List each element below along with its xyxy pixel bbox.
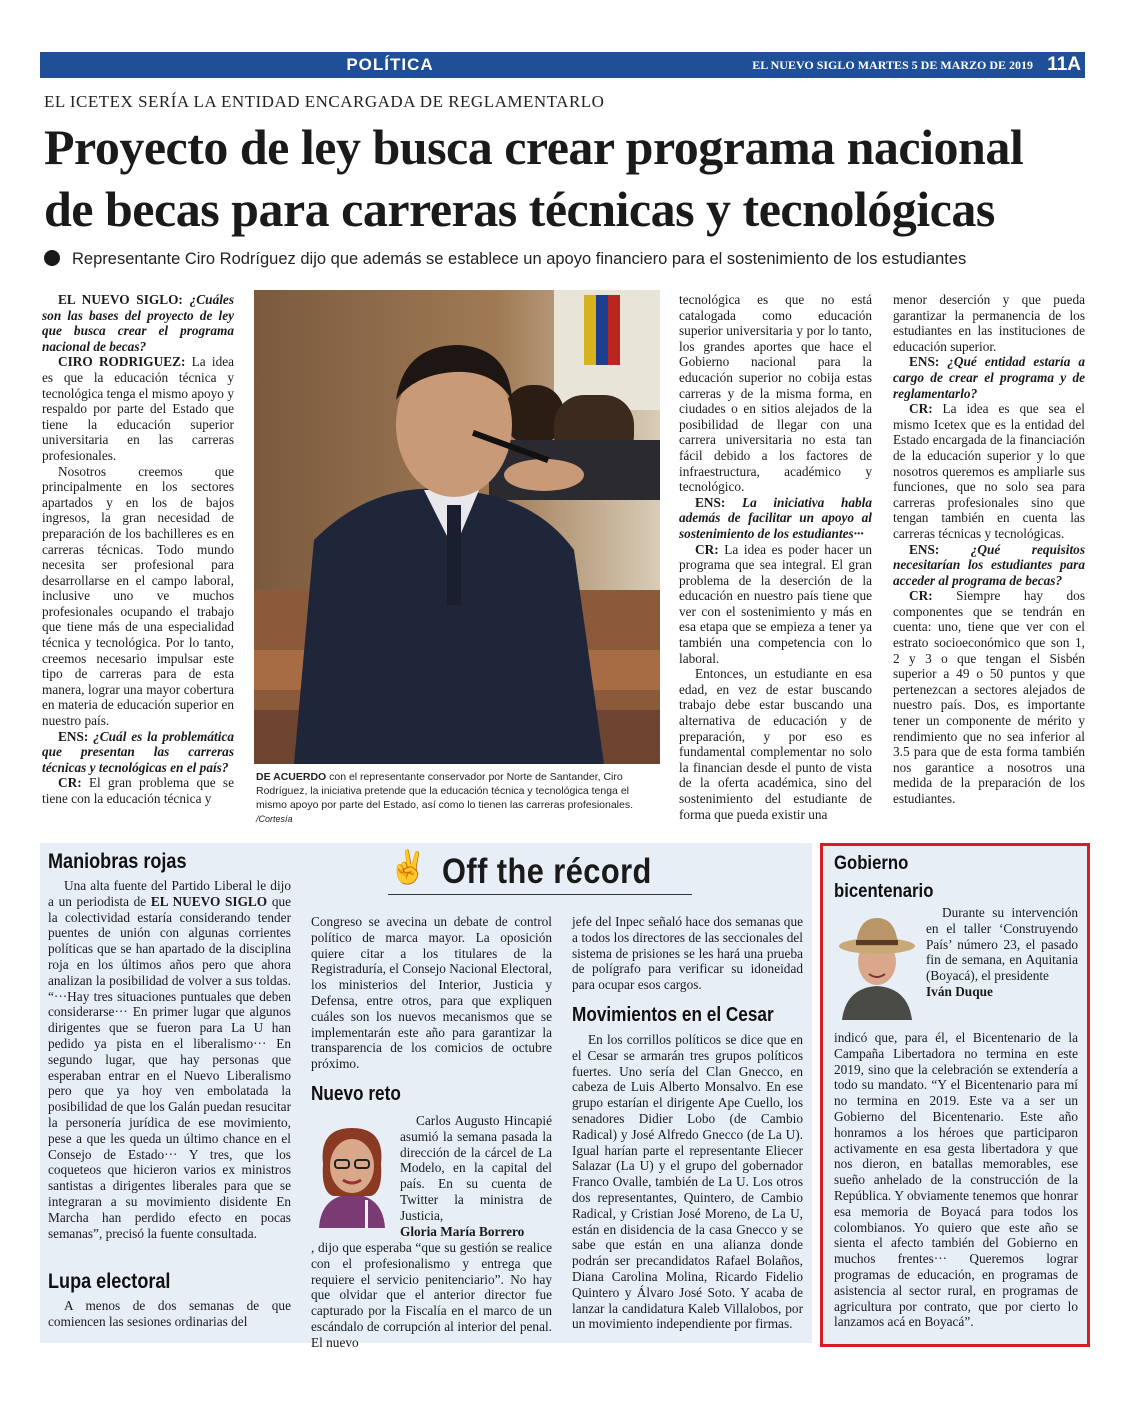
nuevo-reto-text-top: Carlos Augusto Hincapié asumió la semana pasada la dirección de la cárcel de La Modelo, en la capital del país. En su cuenta de Twitter la ministra de Justicia, Gloria María Borrero (400, 1113, 552, 1239)
lupa-continued-text: Congreso se avecina un debate de control político de marca mayor. La oposición quiere citar a los titulares de la Registraduría, el Consejo Nacional Electoral, los ministerios del Interior, Justicia y Defensa, entre otros, para que expliquen cuáles son los nuevos mecanismos que se implementarán este año para garantizar la transparencia de los comicios de octubre próximo. (311, 914, 552, 1072)
gobierno-text: indicó que, para él, el Bicentenario de la Campaña Libertadora no termina en este 2019, sino que la celebración se extendería a todo su mandato. “Y el Bicentenario para mí no termina en 2019. Este va a ser un Gobierno del Bicentenario. Este año honramos a los héroes que participaron activamente en esa gesta libertadora y que nos dieron, en batallas memorables, ese sueño anhelado de la construcción de la República. Y obviamente tenemos que honrar esa memoria de Boyacá para todos los colombianos. Yo quiero que este año se sienta el afecto también del Gobierno en muchos frentes··· Queremos lograr programas de educación, en programas de asistencia al sector rural, en programas de agricultura por contrato, que por cierto lo lanzamos acá en Boyacá”. (834, 1030, 1078, 1330)
maniobras-text: Una alta fuente del Partido Liberal le dijo a un periodista de EL NUEVO SIGLO que la colectividad estaría considerando tender puentes de unión con algunas corrientes políticas que se han apartado de la disciplina roja en los últimos años pero que ahora analizan la posibilidad de volver a sus toldas. “···Hay tres situaciones puntuales que deben considerarse··· En primer lugar que algunos dirigentes que se fueron para La U han pedido ya pista en el liberalismo··· En segundo lugar, que hay personas que esperaban entrar en el Nuevo Liberalismo pero que ya hoy ven embolatada la posibilidad de que los Galán puedan resucitar la personería jurídica de ese movimiento, pese a que les queda un último chance en el Consejo de Estado··· Y tres, que los coqueteos que hicieron varios ex ministros santistas a dirigentes liberales para que se integraran a su movimiento disidente En Marcha han perdido efecto en pocas semanas”, precisó la fuente consultada. (48, 878, 292, 1241)
off-the-record-title: ✌ Off the récord (388, 848, 692, 896)
section-header-bar (40, 52, 1085, 78)
photo-caption: DE ACUERDO con el representante conservador por Norte de Santander, Ciro Rodríguez, la iniciativa pretende que la educación técnica y tecnológica tenga el mismo apoyo por parte del Estado, así como lo tienen las carreras profesionales. /Cortesía (256, 771, 634, 824)
maniobras-heading: Maniobras rojas (48, 850, 187, 873)
title-rule (388, 894, 692, 895)
gobierno-text-top: Durante su intervención en el taller ‘Construyendo País’ número 23, el pasado fin de semana, en Aquitania (Boyacá), el presidente Iván Duque (926, 905, 1078, 999)
president-portrait (836, 910, 918, 1020)
article-subhead: Representante Ciro Rodríguez dijo que además se establece un apoyo financiero para el sostenimiento de los estudiantes (44, 250, 1104, 269)
section-label: POLÍTICA (346, 55, 434, 74)
article-column-1: EL NUEVO SIGLO: ¿Cuáles son las bases del proyecto de ley que busca crear el programa nacional de becas? CIRO RODRIGUEZ: La idea es que la educación técnica y tecnológica tenga el mismo apoyo y respaldo por parte del Estado que tiene la educación superior universitaria en las carreras profesionales. Nosotros creemos que principalmente en los sectores apartados y en los de bajos ingresos, la gran necesidad de preparación de los bachilleres es en carreras técnicas. Todo mundo necesita ser profesional para desarrollarse en el campo laboral, inclusive uno ve muchos profesionales ocupando el trabajo que tiene más de una especialidad técnica y tecnológica. Por lo tanto, creemos necesario impulsar este tipo de carreras para de esta manera, lograr una mayor cobertura en materia de educación superior en nuestro país. ENS: ¿Cuál es la problemática que presentan las carreras técnicas y tecnológicas en el país? CR: El gran problema que se tiene con la educación técnica y (42, 292, 235, 806)
article-headline: Proyecto de ley busca crear programa nacional de becas para carreras técnicas y tecnológicas (44, 119, 1024, 237)
peace-hand-icon: ✌ (388, 849, 428, 885)
page-number: 11A (1047, 54, 1081, 75)
article-column-4: menor deserción y que pueda garantizar la permanencia de los estudiantes en las instituciones de educación superior. ENS: ¿Qué entidad estaría a cargo de crear el programa y de reglamentarlo? CR: La idea es que sea el mismo Icetex que es la entidad del Estado encargada de la financiación de la educación superior y lo que nosotros queremos es ampliarle sus funciones, que no solo sea para carreras profesionales sino que tengan también en cuenta las carreras técnicas y tecnológicas. ENS: ¿Qué requisitos necesitarían los estudiantes para acceder al programa de becas? CR: Siempre hay dos componentes que se tendrán en cuenta: uno, tiene que ver con el estrato socioeconómico que son 1, 2 y 3 o que tengan el Sisbén superior a 49 o 50 puntos y que pertenezcan a sectores alejados de nuestro país. Dos, es importante tener un componente de mérito y rendimiento que no sea inferior al 3.5 para que de esta forma también nos garantice a nosotros una medida de la preparación de los estudiantes. (893, 292, 1086, 806)
reto-continued-text: jefe del Inpec señaló hace dos semanas que a todos los directores de las seccionales del sistema de prisiones se les hará una prueba de polígrafo para verificar su idoneidad para ocupar esos cargos. (572, 914, 803, 993)
cesar-text: En los corrillos políticos se dice que en el Cesar se armarán tres grupos políticos fuertes. Uno sería del Clan Gnecco, en cabeza de Luis Alberto Monsalvo. En ese grupo estarían el dirigente Ape Cuello, los senadores Didier Lobo (de Cambio Radical) y José Alfredo Gnecco (de La U). Igual harían parte el representante Eliecer Salazar (La U) y el grupo del gobernador Franco Ovalle, también de La U. Los otros dos representantes, Quintero, de Cambio Radical, y Cristian José Moreno, de La U, están en disidencia de la casa Gnecco y se sabe que están en una alianza donde podrán ser precandidatos Rafael Bolaños, Diana Carolina Molina, Ricardo Fidelio Quintero y Álvaro José Soto. Y acaba de lanzar la candidatura Kaleb Villalobos, por un movimiento independiente por firmas. (572, 1032, 803, 1332)
lupa-text: A menos de dos semanas de que comiencen las sesiones ordinarias del (48, 1298, 291, 1329)
minister-portrait (311, 1118, 393, 1228)
lupa-heading: Lupa electoral (48, 1270, 171, 1293)
bullet-icon (44, 250, 60, 266)
nuevo-reto-text: , dijo que esperaba “que su gestión se realice con el profesionalismo y entrega que requiere el servicio penitenciario”. No hay que olvidar que el anterior director fue capturado por la Fiscalía en el marco de un escándalo de corrupción al interior del penal. El nuevo (311, 1240, 552, 1350)
article-kicker: EL ICETEX SERÍA LA ENTIDAD ENCARGADA DE REGLAMENTARLO (44, 92, 605, 111)
nuevo-reto-heading: Nuevo reto (311, 1083, 401, 1105)
article-column-3: tecnológica es que no está catalogada como educación superior universitaria y por lo tanto, los grandes aportes que hace el Gobierno nacional para la educación superior no cobija estas carreras y de la misma forma, en ciudades o en sitios alejados de la posibilidad de llegar con una carrera universitaria no esta tan fácil debido a los factores de infraestructura, académico y tecnológico. ENS: La iniciativa habla además de facilitar un apoyo al sostenimiento de los estudiantes··· CR: La idea es poder hacer un programa que sea integral. El gran problema de la deserción de la educación en nuestro país tiene que ver con el sostenimiento y más en esa etapa que se empieza a tener ya también una competencia con lo laboral. Entonces, un estudiante en esa edad, en vez de estar buscando trabajo debe estar buscando una alternativa de educación y de preparación, y por eso es fundamental complementar no solo la financian desde el punto de vista de la oferta académica, sino del sostenimiento del estudiante de forma que pueda existir una (679, 292, 873, 822)
cesar-heading: Movimientos en el Cesar (572, 1004, 774, 1026)
publication-date: EL NUEVO SIGLO MARTES 5 DE MARZO DE 2019 (752, 58, 1033, 72)
article-photo (254, 290, 660, 764)
gobierno-heading: Gobierno bicentenario (834, 853, 934, 902)
